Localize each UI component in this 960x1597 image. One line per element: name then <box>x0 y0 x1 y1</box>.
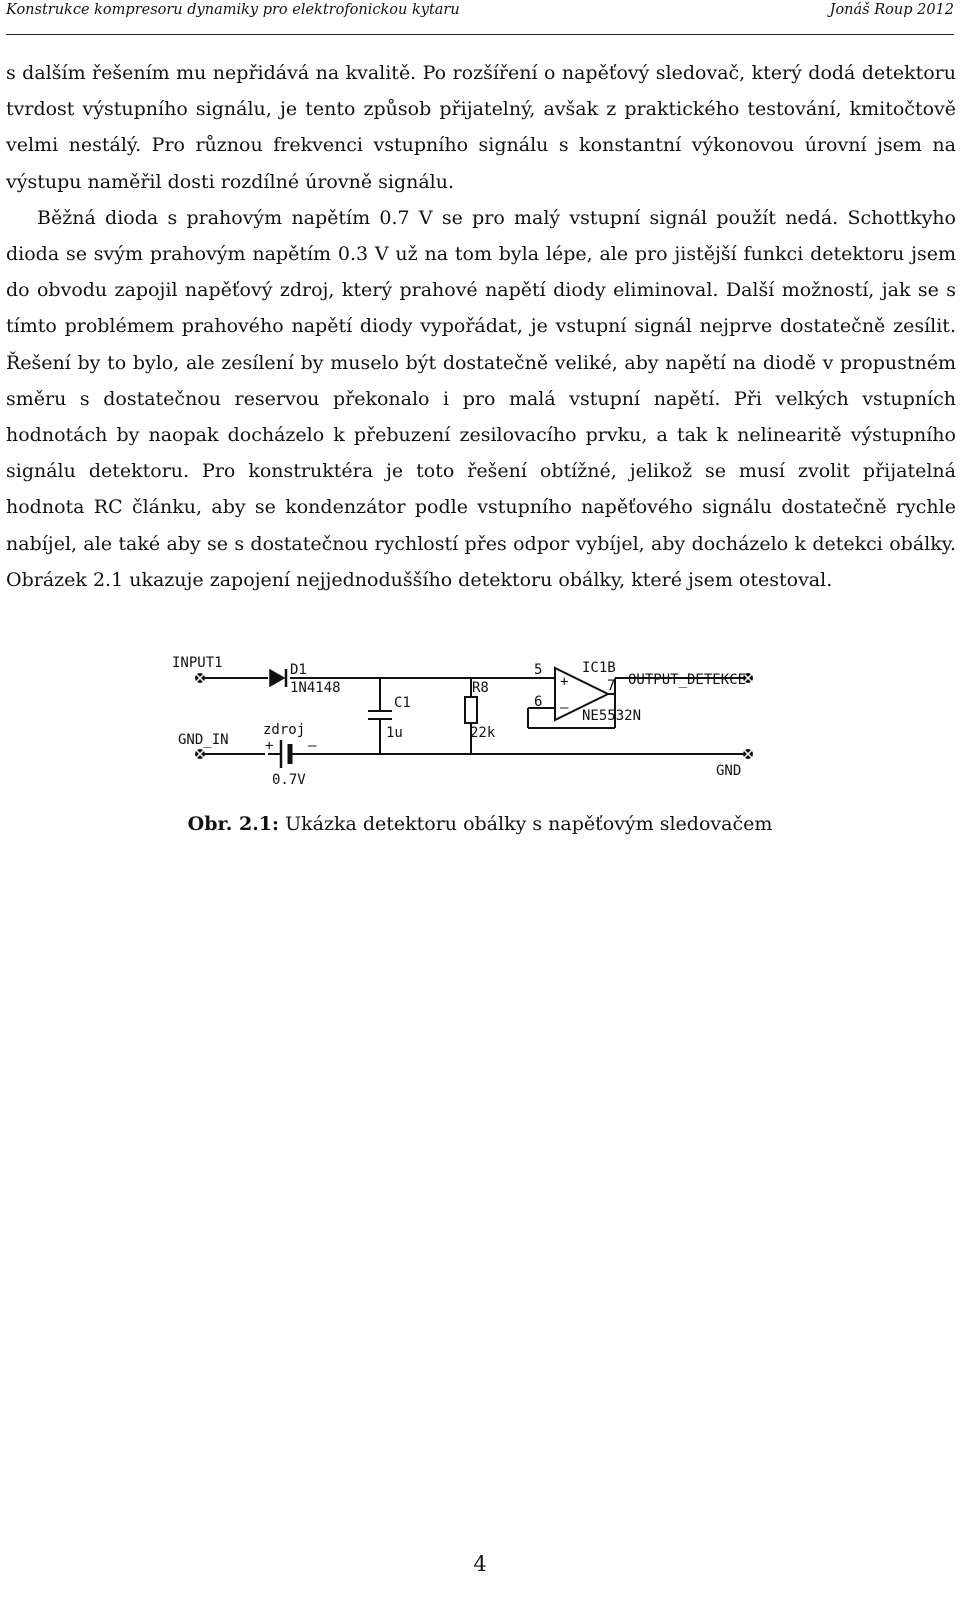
terminal-gnd-icon <box>743 749 753 759</box>
source-plus: + <box>265 738 274 754</box>
gnd-in-label: GND_IN <box>178 732 229 748</box>
body-text <box>6 55 956 598</box>
header-author: Jonáš Roup 2012 <box>829 2 954 18</box>
opamp-plus-symbol: + <box>560 674 569 690</box>
res-value: 22k <box>470 725 496 741</box>
running-header <box>6 0 954 35</box>
output-label: OUTPUT_DETEKCE <box>628 672 747 688</box>
paragraph: Běžná dioda s prahovým napětím 0.7 V se pro malý vstupní signál použít nedá. Schottkyho dioda se svým prahovým napětím 0.3 V už na tom byla lépe, ale pro jistější funkci detektoru jsem do obvodu zapojil napěťový zdroj, který prahové napětí diody eliminoval. Další možností, jak se s tímto problémem prahového napětí diody vypořádat, je vstupní signál nejprve dostatečně zesílit. Řešení by to bylo, ale zesílení by muselo být dostatečně veliké, aby napětí na diodě v propustném směru s dostatečnou reservou překonalo i pro malá vstupní napětí. Při velkých vstupních hodnotách by naopak docházelo k přebuzení zesilovacího prvku, a tak k nelinearitě výstupního signálu detektoru. Pro konstruktéra je toto řešení obtížné, jelikož se musí zvolit přijatelná hodnota RC článku, aby se kondenzátor podle vstupního napěťového signálu dostatečně rychle nabíjel, ale také aby se s dostatečnou rychlostí přes odpor vybíjel, aby docházelo k detekci obálky. Obrázek 2.1 ukazuje zapojení nejjednoduššího detektoru obálky, které jsem otestoval. <box>6 206 956 591</box>
caption-label: Obr. 2.1: <box>187 813 280 835</box>
pin-out: 7 <box>607 678 616 694</box>
pin-minus: 6 <box>534 694 543 710</box>
opamp-name: IC1B <box>582 660 616 676</box>
source-minus: – <box>308 738 317 754</box>
opamp-minus-symbol: – <box>560 700 569 716</box>
detector-schematic <box>150 640 800 805</box>
cap-value: 1u <box>386 725 403 741</box>
battery-icon <box>268 740 305 768</box>
res-name: R8 <box>472 680 489 696</box>
caption-text: Ukázka detektoru obálky s napěťovým sledovačem <box>285 813 773 835</box>
figure-caption <box>0 813 960 835</box>
paragraph: s dalším řešením mu nepřidává na kvalitě. Po rozšíření o napěťový sledovač, který dodá detektoru tvrdost výstupního signálu, je tento způsob přijatelný, avšak z praktického testování, kmitočtově velmi nestálý. Pro různou frekvenci vstupního signálu s konstantní výkonovou úrovní jsem na výstupu naměřil dosti rozdílné úrovně signálu. <box>6 62 956 193</box>
source-name: zdroj <box>263 722 306 738</box>
diode-name: D1 <box>290 662 307 678</box>
pin-plus: 5 <box>534 662 543 678</box>
page-number: 4 <box>473 1552 487 1576</box>
terminal-input-icon <box>195 673 205 683</box>
diode-part: 1N4148 <box>290 680 341 696</box>
opamp-part: NE5532N <box>582 708 642 724</box>
diode-d1 <box>270 669 286 687</box>
gnd-label: GND <box>716 763 742 779</box>
source-value: 0.7V <box>272 772 306 788</box>
terminal-gnd-in-icon <box>195 749 205 759</box>
cap-name: C1 <box>394 695 411 711</box>
input-label: INPUT1 <box>172 655 223 671</box>
header-title: Konstrukce kompresoru dynamiky pro elektrofonickou kytaru <box>6 2 460 18</box>
